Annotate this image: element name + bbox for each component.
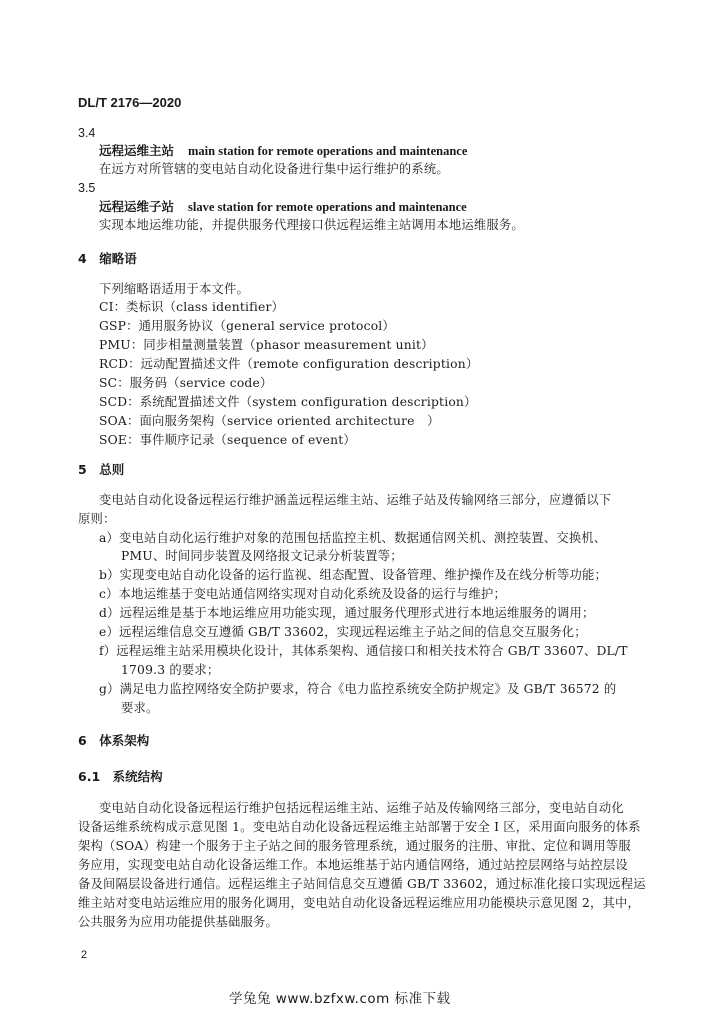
footer-watermark: 学兔兔 www.bzfxw.com 标准下载	[229, 991, 451, 1007]
system-structure-paragraph-line: 设备运维系统构成示意见图 1。变电站自动化设备远程运维主站部署于安全 I 区，采用面向服务的体系	[78, 820, 641, 834]
system-structure-paragraph-line: 架构（SOA）构建一个服务于主子站之间的服务管理系统，通过服务的注册、审批、定位和调用等服	[78, 839, 631, 853]
system-structure-paragraph-line: 备及间隔层设备进行通信。远程运维主子站间信息交互遵循 GB/T 33602，通过标准化接口实现远程运	[78, 877, 646, 891]
section-5-heading: 5 总则	[78, 462, 125, 477]
general-principles-intro-line-1: 变电站自动化设备远程运行维护涵盖远程运维主站、运维子站及传输网络三部分，应遵循以下	[99, 493, 612, 507]
system-structure-paragraph-line: 维主站对变电站运维应用的服务化调用，变电站自动化设备远程运维应用功能模块示意见图 2，其中，	[78, 896, 640, 910]
principle-c: c）本地运维基于变电站通信网络实现对自动化系统及设备的运行与维护；	[99, 587, 506, 601]
clause-3-4-term-cn: 远程运维主站	[99, 143, 175, 158]
abbreviation-item: SCD：系统配置描述文件（system configuration description）	[99, 395, 477, 409]
principle-a-line-2: PMU、时间同步装置及网络报文记录分析装置等；	[121, 549, 403, 563]
abbreviation-item: CI：类标识（class identifier）	[99, 300, 285, 314]
abbreviation-item: PMU：同步相量测量装置（phasor measurement unit）	[99, 338, 434, 352]
system-structure-paragraph-line: 务应用，实现变电站自动化设备运维工作。本地运维基于站内通信网络，通过站控层网络与站控层设	[78, 858, 628, 872]
abbreviation-item: RCD：远动配置描述文件（remote configuration description）	[99, 357, 479, 371]
section-6-1-heading: 6.1 系统结构	[78, 769, 163, 784]
abbreviation-item: SC：服务码（service code）	[99, 376, 273, 390]
section-6-heading: 6 体系架构	[78, 733, 150, 748]
abbreviation-item: GSP：通用服务协议（general service protocol）	[99, 319, 395, 333]
principle-g-line-2: 要求。	[121, 701, 159, 715]
principle-a-line-1: a）变电站自动化运行维护对象的范围包括监控主机、数据通信网关机、测控装置、交换机、	[99, 531, 607, 545]
system-structure-paragraph-line: 变电站自动化设备远程运行维护包括远程运维主站、运维子站及传输网络三部分，变电站自动化	[99, 801, 624, 815]
section-4-heading: 4 缩略语	[78, 251, 137, 266]
clause-3-5-number: 3.5	[78, 181, 96, 195]
principle-f-line-1: f）远程运维主站采用模块化设计，其体系架构、通信接口和相关技术符合 GB/T 33607、DL/T	[99, 644, 628, 658]
principle-g-line-1: g）满足电力监控网络安全防护要求，符合《电力监控系统安全防护规定》及 GB/T 36572 的	[99, 682, 617, 696]
page-number: 2	[81, 949, 88, 961]
abbreviation-item: SOA：面向服务架构（service oriented architecture ）	[99, 414, 440, 428]
clause-3-5-term	[99, 199, 467, 215]
clause-3-5-definition: 实现本地运维功能，并提供服务代理接口供远程运维主站调用本地运维服务。	[99, 218, 524, 232]
clause-3-5-term-cn: 远程运维子站	[99, 199, 175, 214]
principle-f-line-2: 1709.3 的要求；	[121, 663, 220, 677]
principle-e: e）远程运维信息交互遵循 GB/T 33602，实现远程运维主子站之间的信息交互服务化；	[99, 625, 587, 639]
abbreviations-intro: 下列缩略语适用于本文件。	[99, 282, 249, 296]
abbreviation-item: SOE：事件顺序记录（sequence of event）	[99, 433, 356, 447]
clause-3-4-definition: 在远方对所管辖的变电站自动化设备进行集中运行维护的系统。	[99, 162, 449, 176]
system-structure-paragraph-line: 公共服务为应用功能提供基础服务。	[78, 915, 278, 929]
clause-3-4-number: 3.4	[78, 126, 96, 140]
clause-3-4-term	[99, 143, 467, 159]
general-principles-intro-line-2: 原则：	[78, 512, 116, 526]
clause-3-5-term-en: slave station for remote operations and maintenance	[188, 200, 467, 214]
principle-b: b）实现变电站自动化设备的运行监视、组态配置、设备管理、维护操作及在线分析等功能；	[99, 568, 607, 582]
principle-d: d）远程运维是基于本地运维应用功能实现，通过服务代理形式进行本地运维服务的调用；	[99, 606, 595, 620]
document-id-header: DL/T 2176—2020	[78, 95, 182, 110]
clause-3-4-term-en: main station for remote operations and maintenance	[188, 144, 468, 158]
